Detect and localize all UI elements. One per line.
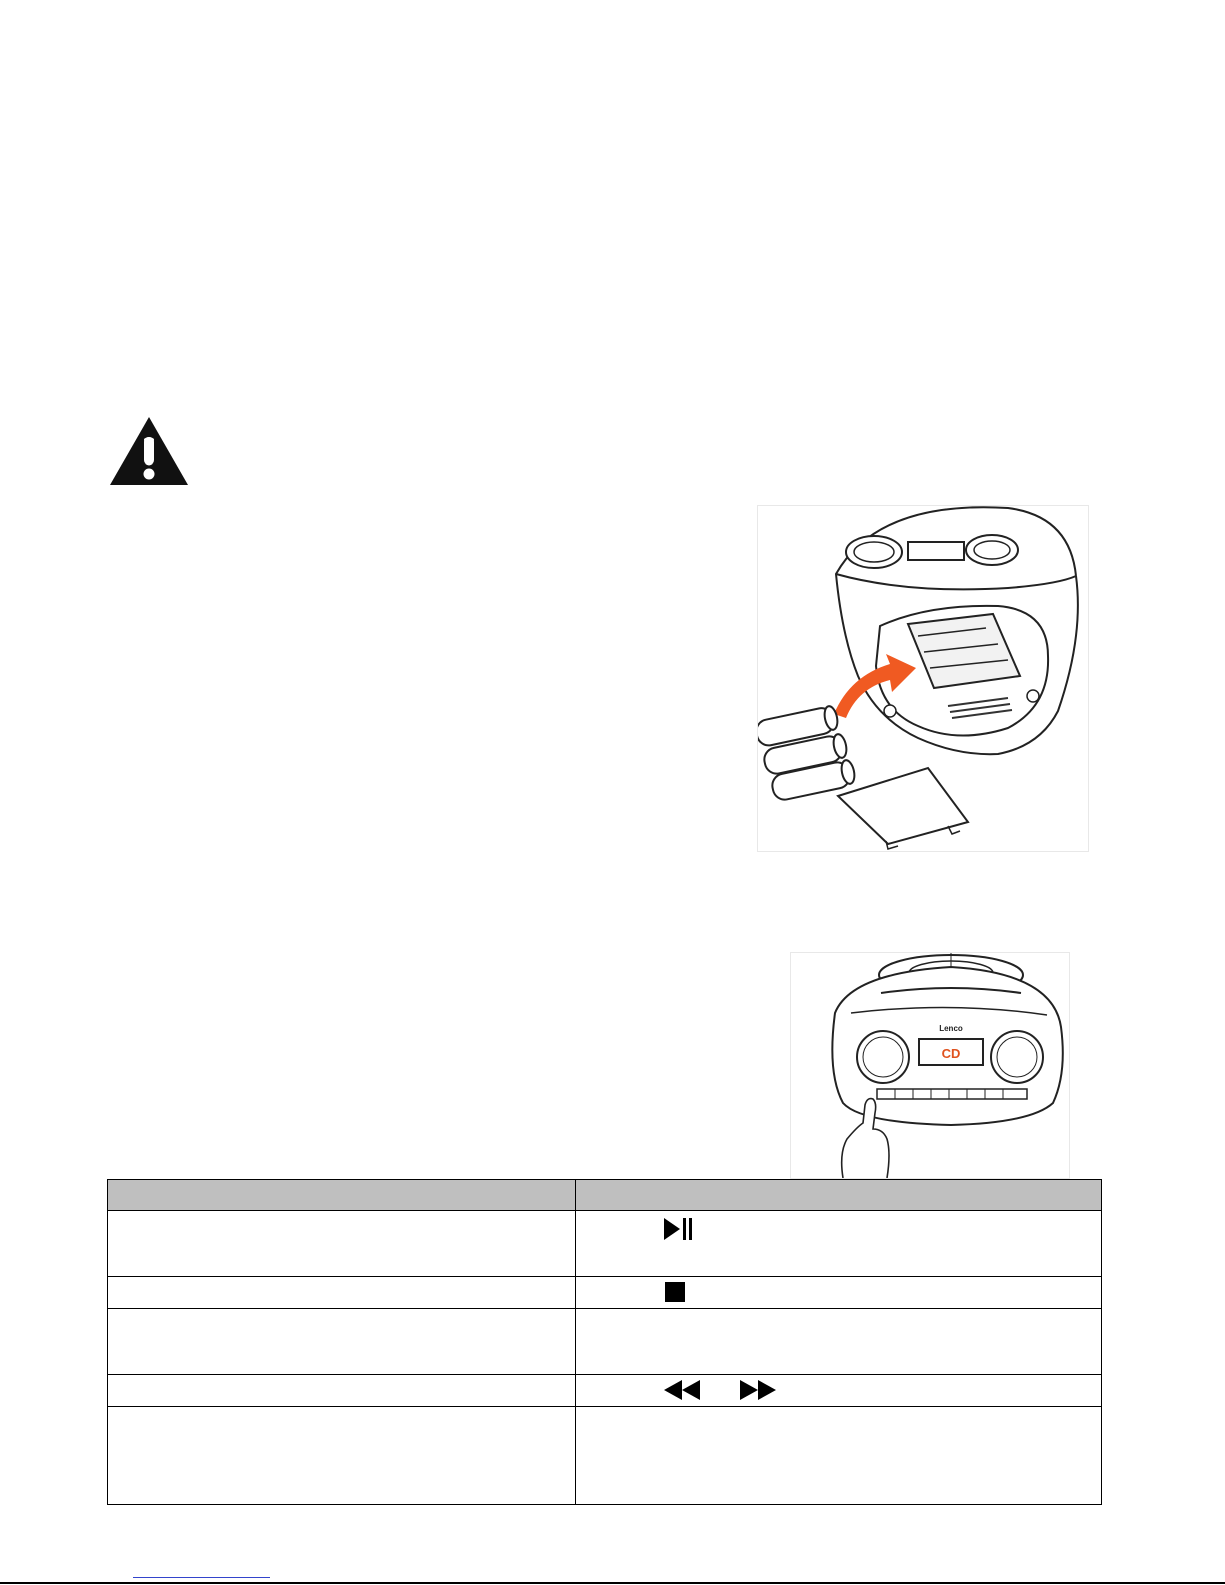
table-cell bbox=[576, 1375, 1102, 1407]
table-header-cell bbox=[108, 1180, 576, 1211]
battery-install-illustration bbox=[757, 505, 1089, 852]
operations-table bbox=[107, 1179, 1102, 1505]
brand-label: Lenco bbox=[939, 1024, 963, 1033]
table-row bbox=[108, 1407, 1102, 1505]
footer-divider bbox=[0, 1582, 1225, 1584]
cd-player-front-illustration bbox=[790, 952, 1070, 1179]
table-cell bbox=[108, 1375, 576, 1407]
rewind-icon bbox=[664, 1379, 700, 1406]
play-pause-icon bbox=[664, 1217, 694, 1246]
fast-forward-icon bbox=[740, 1379, 776, 1406]
table-row bbox=[108, 1375, 1102, 1407]
table-cell bbox=[576, 1211, 1102, 1277]
table-row bbox=[108, 1211, 1102, 1277]
table-cell bbox=[576, 1407, 1102, 1505]
table-row bbox=[108, 1309, 1102, 1375]
footer-link-underline[interactable] bbox=[133, 1577, 270, 1578]
warning-triangle-icon bbox=[108, 415, 190, 487]
table-header-row bbox=[108, 1180, 1102, 1211]
table-cell bbox=[576, 1277, 1102, 1309]
stop-icon bbox=[664, 1281, 686, 1308]
table-cell bbox=[108, 1211, 576, 1277]
table-row bbox=[108, 1277, 1102, 1309]
display-text: CD bbox=[941, 1046, 961, 1061]
table-cell bbox=[108, 1407, 576, 1505]
table-cell bbox=[108, 1277, 576, 1309]
table-cell bbox=[108, 1309, 576, 1375]
table-cell bbox=[576, 1309, 1102, 1375]
table-header-cell bbox=[576, 1180, 1102, 1211]
